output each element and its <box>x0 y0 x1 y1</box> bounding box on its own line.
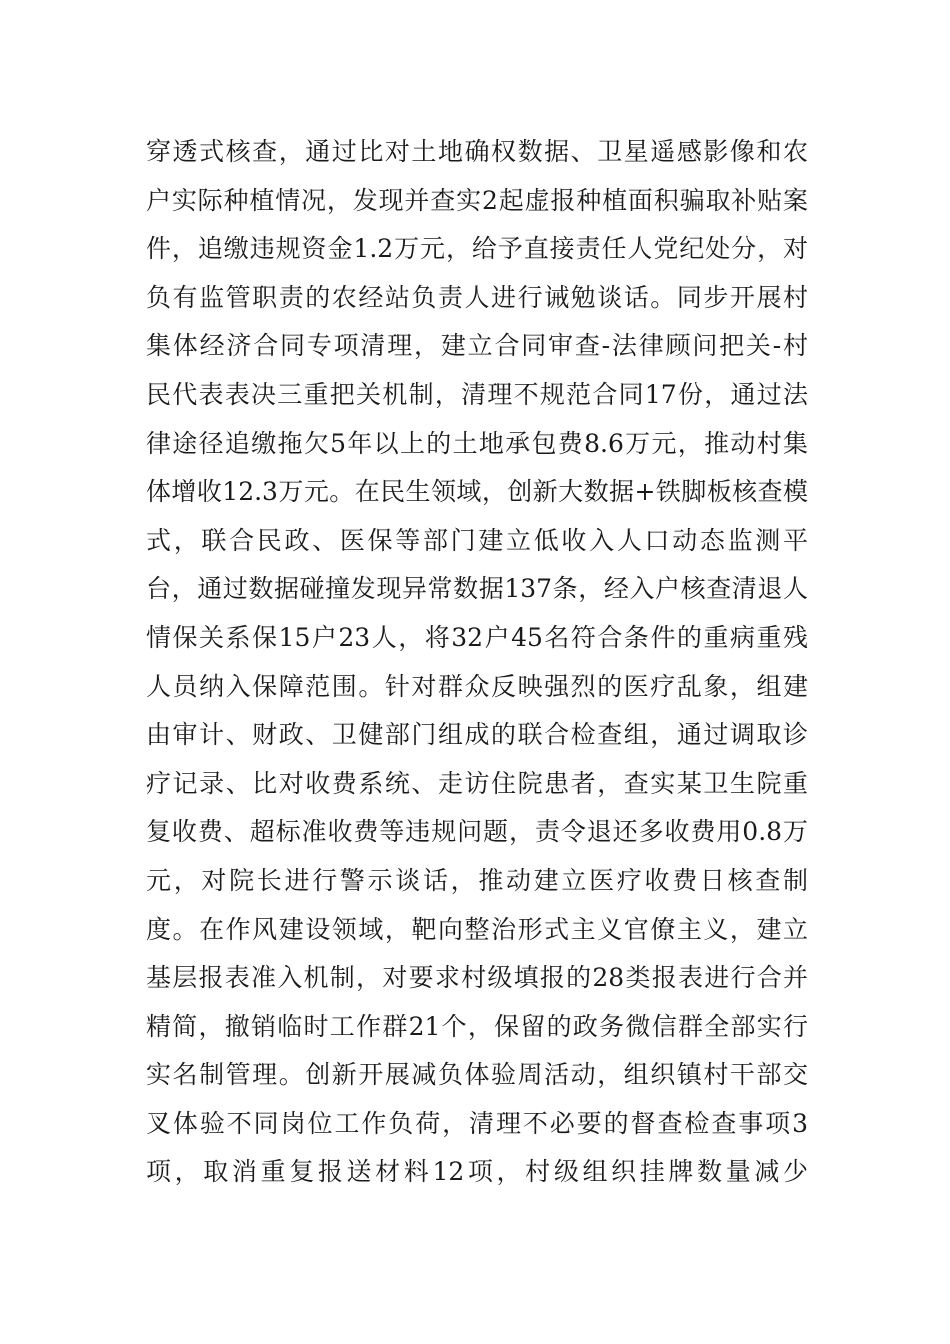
text-line: 由审计、财政、卫健部门组成的联合检查组，通过调取诊 <box>146 720 808 750</box>
text-line: 式，联合民政、医保等部门建立低收入人口动态监测平 <box>146 525 808 555</box>
text-line: 复收费、超标准收费等违规问题，责令退还多收费用0.8万 <box>146 817 808 847</box>
text-line: 体增收12.3万元。在民生领域，创新大数据+铁脚板核查模 <box>146 477 808 507</box>
text-line: 户实际种植情况，发现并查实2起虚报种植面积骗取补贴案 <box>146 185 808 215</box>
text-line: 负有监管职责的农经站负责人进行诫勉谈话。同步开展村 <box>146 282 808 312</box>
text-line: 情保关系保15户23人，将32户45名符合条件的重病重残 <box>146 622 808 652</box>
text-line: 民代表表决三重把关机制，清理不规范合同17份，通过法 <box>146 379 808 409</box>
text-line: 疗记录、比对收费系统、走访住院患者，查实某卫生院重 <box>146 768 808 798</box>
text-line: 项，取消重复报送材料12项，村级组织挂牌数量减少 <box>146 1157 808 1187</box>
text-line: 律途径追缴拖欠5年以上的土地承包费8.6万元，推动村集 <box>146 428 808 458</box>
text-line: 元，对院长进行警示谈话，推动建立医疗收费日核查制 <box>146 865 808 895</box>
text-line: 穿透式核查，通过比对土地确权数据、卫星遥感影像和农 <box>146 137 808 166</box>
text-line: 度。在作风建设领域，靶向整治形式主义官僚主义，建立 <box>146 914 808 944</box>
text-line: 人员纳入保障范围。针对群众反映强烈的医疗乱象，组建 <box>146 671 808 701</box>
text-line: 集体经济合同专项清理，建立合同审查-法律顾问把关-村 <box>146 331 808 361</box>
text-line: 精简，撤销临时工作群21个，保留的政务微信群全部实行 <box>146 1011 808 1041</box>
text-line: 件，追缴违规资金1.2万元，给予直接责任人党纪处分，对 <box>146 234 808 264</box>
text-line: 台，通过数据碰撞发现异常数据137条，经入户核查清退人 <box>146 574 808 604</box>
body-text <box>146 128 808 1197</box>
text-line: 叉体验不同岗位工作负荷，清理不必要的督查检查事项3 <box>146 1108 808 1138</box>
text-line: 实名制管理。创新开展减负体验周活动，组织镇村干部交 <box>146 1060 808 1090</box>
text-line: 基层报表准入机制，对要求村级填报的28类报表进行合并 <box>146 963 808 993</box>
